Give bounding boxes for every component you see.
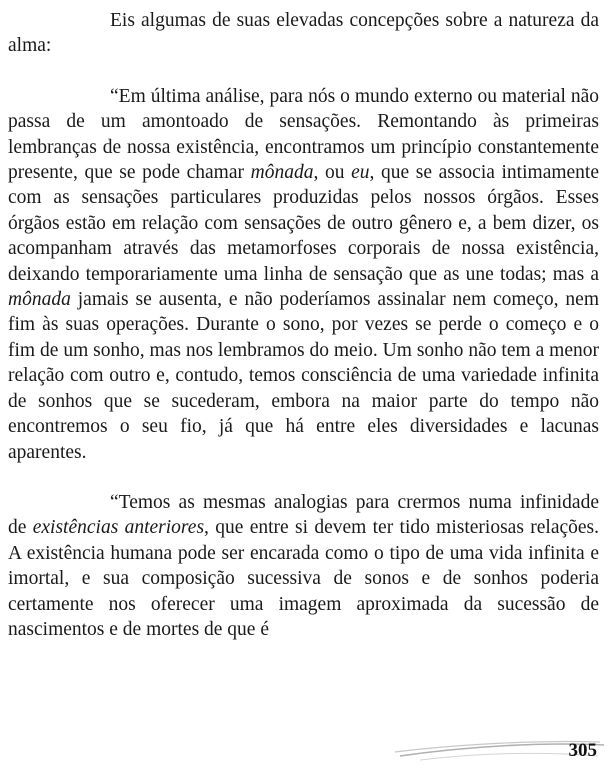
italic-text: mônada — [250, 162, 314, 184]
paragraph — [8, 490, 599, 642]
paragraph — [8, 84, 599, 465]
paragraph — [8, 8, 599, 59]
page-body — [8, 8, 599, 642]
text-run: Eis algumas de suas elevadas concepções sobre a natureza da alma: — [8, 10, 599, 57]
italic-text: mônada — [8, 289, 71, 311]
page-footer — [0, 730, 607, 775]
page-number: 305 — [568, 740, 597, 761]
text-run: “Temos as mesmas analogias para crermos numa infinidade de — [8, 491, 599, 539]
italic-text: existências anteriores — [32, 517, 205, 539]
text-run: , que entre si devem ter tido misteriosas relações. A existência humana pode ser encarada como o tipo de uma vida infinita e imortal, e sua composição sucessiva de sonos e de sonhos poderia certamente nos oferecer uma imagem aproximada da sucessão de nascimentos e de mortes de que é — [8, 517, 599, 640]
italic-text: eu — [351, 162, 370, 184]
text-run: “Em última análise, para nós o mundo externo ou material não passa de um amontoado de sensações. Remontando às primeiras lembranças de nossa existência, encontramos um princípio constantemente presente, que se pode chamar — [8, 85, 599, 184]
text-run: , que se associa intimamente com as sensações particulares produzidas pelos nossos órgãos. Esses órgãos estão em relação com sensações de outro gênero e, a bem dizer, os acompanham através das metamorfoses corporais de nossa existência, deixando temporariamente uma linha de sensação que as une todas; mas a — [8, 162, 599, 285]
text-run: jamais se ausenta, e não poderíamos assinalar nem começo, nem fim às suas operações. Durante o sono, por vezes se perde o começo e o fim de um sonho, mas nos lembramos do meio. Um sonho não tem a menor relação com outro e, contudo, temos consciência de uma variedade infinita de sonhos que se sucederam, embora na maior parte do tempo não encontremos o seu fio, já que há entre eles diversidades e lacunas aparentes. — [8, 289, 599, 463]
text-run: , ou — [313, 162, 352, 184]
swoosh-ornament-icon — [0, 730, 607, 775]
